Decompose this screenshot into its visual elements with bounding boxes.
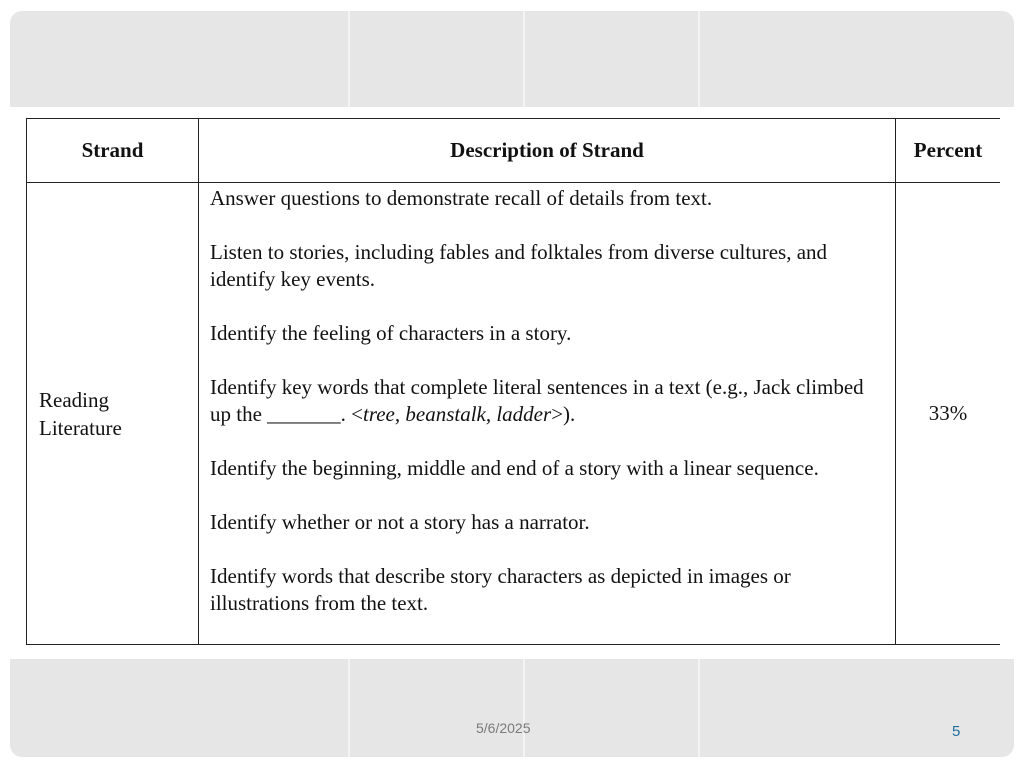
header-percent: Percent [896,119,1001,183]
strand-name-line: Literature [39,415,122,440]
header-band-segment [700,11,1014,107]
description-item: Identify words that describe story characters as depicted in images or illustrations from the text. [210,564,791,615]
description-item: Listen to stories, including fables and folktales from diverse cultures, and identify key events. [210,240,828,291]
table-row [27,183,1001,645]
footer-band-segment [10,659,350,757]
header-band-segment [525,11,700,107]
strand-name-line: Reading [39,387,109,412]
header-description: Description of Strand [199,119,896,183]
description-cell [199,183,896,645]
header-band [10,11,1014,107]
description-item-text: >). [551,402,576,426]
header-strand: Strand [27,119,199,183]
slide-number: 5 [952,723,961,740]
footer-band-segment [525,659,700,757]
footer-band-segment [700,659,1014,757]
description-item: Identify the feeling of characters in a story. [210,321,572,345]
example-choices: tree, beanstalk, ladder [363,402,552,426]
strand-table [26,118,1000,645]
description-item: Identify the beginning, middle and end of a story with a linear sequence. [210,456,819,480]
fill-in-blank: _______ [267,402,341,426]
table-container [26,118,1000,659]
strand-name-cell [27,183,199,645]
footer-band-segment [350,659,525,757]
description-item-text: . < [340,402,363,426]
description-item [210,374,883,428]
percent-cell: 33% [896,183,1001,645]
header-band-segment [350,11,525,107]
slide-date: 5/6/2025 [476,720,531,736]
table-header-row [27,119,1001,183]
description-item: Identify whether or not a story has a narrator. [210,510,590,534]
footer-band [10,659,1014,757]
description-item: Answer questions to demonstrate recall of details from text. [210,186,713,210]
description-item-text: Identify key words that complete literal sentences in a text (e.g., Jack climbed up the [210,375,864,426]
header-band-segment [10,11,350,107]
